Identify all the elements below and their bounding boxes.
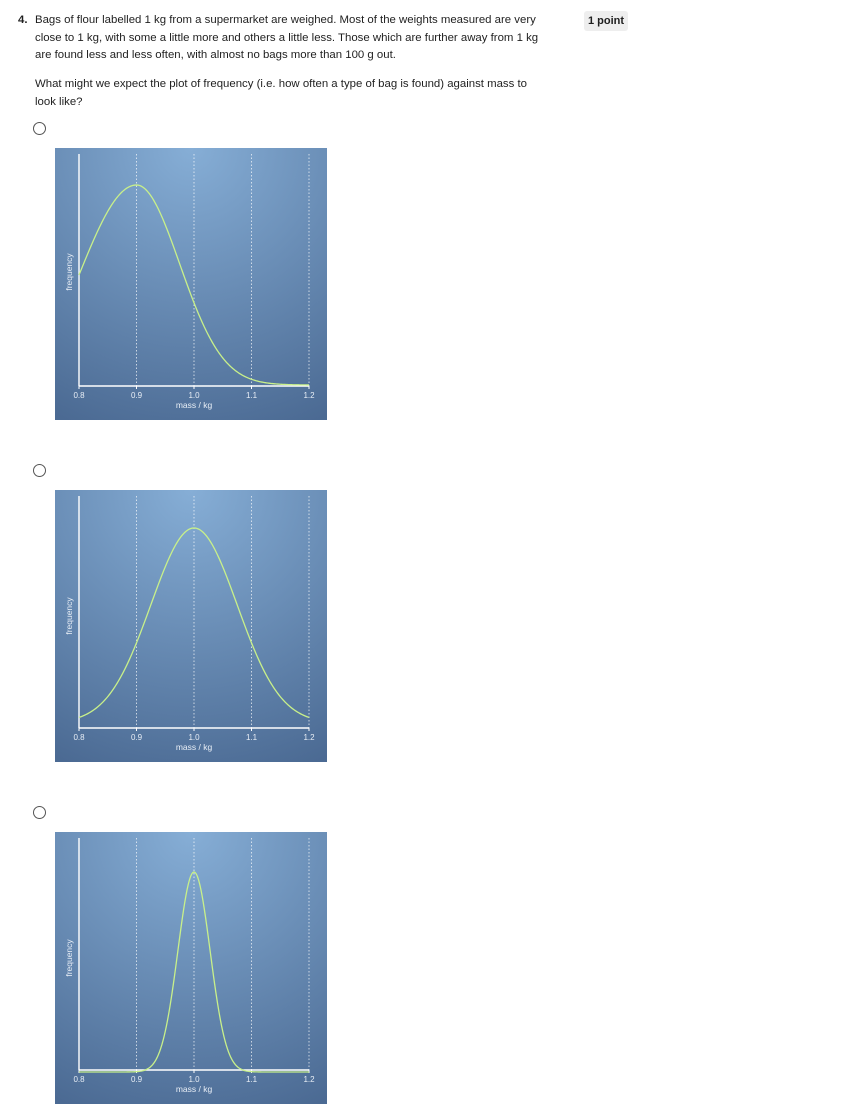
x-tick-label: 1.0: [188, 391, 200, 400]
radio-button-1[interactable]: [33, 122, 46, 135]
option-3-chart: [55, 832, 327, 1104]
x-tick-label: 1.0: [188, 733, 200, 742]
chart-background: [55, 490, 327, 762]
x-tick-label: 0.8: [73, 1075, 85, 1084]
x-axis-label: mass / kg: [175, 400, 213, 410]
chart-background: [55, 148, 327, 420]
x-tick-label: 0.9: [130, 733, 143, 742]
x-axis-label: mass / kg: [175, 742, 213, 752]
x-tick-label: 1.1: [245, 391, 258, 400]
x-tick-label: 1.2: [303, 391, 315, 400]
radio-button-2[interactable]: [33, 464, 46, 477]
chart-svg: [55, 832, 327, 1104]
chart-svg: [55, 148, 327, 420]
chart-svg: [55, 490, 327, 762]
x-tick-label: 0.9: [130, 391, 143, 400]
question-text: Bags of flour labelled 1 kg from a supermarket are weighed. Most of the weights measured are very close to 1 kg, with some a little more and others a little less. Those which are further away from 1 kg are found less and less often, with almost no bags more than 100 g out.: [35, 14, 539, 61]
y-axis-label: frequency: [64, 253, 74, 291]
x-tick-label: 1.1: [245, 1075, 258, 1084]
question-number: 4.: [18, 14, 28, 26]
x-axis-label: mass / kg: [175, 1084, 213, 1094]
chart-background: [55, 832, 327, 1104]
radio-button-3[interactable]: [33, 806, 46, 819]
x-tick-label: 0.8: [73, 391, 85, 400]
x-tick-label: 1.2: [303, 1075, 315, 1084]
x-tick-label: 0.8: [73, 733, 85, 742]
points-badge: 1 point: [584, 11, 628, 31]
y-axis-label: frequency: [64, 939, 74, 977]
x-tick-label: 1.0: [188, 1075, 200, 1084]
x-tick-label: 1.2: [303, 733, 315, 742]
y-axis-label: frequency: [64, 597, 74, 635]
question-prompt: What might we expect the plot of frequency (i.e. how often a type of bag is found) against mass to look like?: [35, 78, 527, 108]
option-2-chart: [55, 490, 327, 762]
x-tick-label: 0.9: [130, 1075, 143, 1084]
x-tick-label: 1.1: [245, 733, 258, 742]
option-1-chart: [55, 148, 327, 420]
